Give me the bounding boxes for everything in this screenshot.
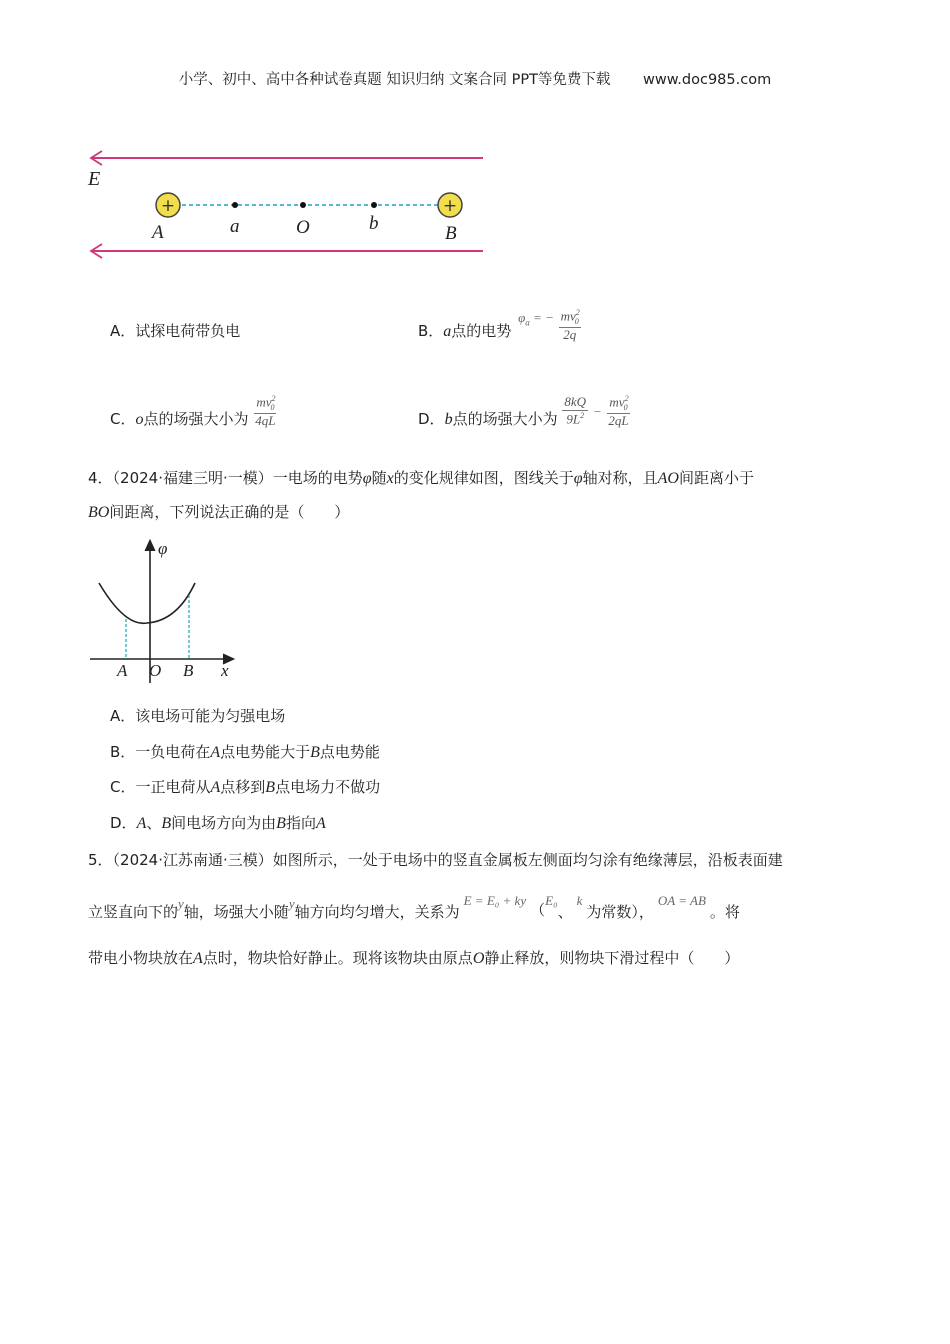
- point-a: [232, 202, 238, 208]
- label-a: a: [230, 216, 240, 237]
- option-letter: A．: [110, 322, 136, 340]
- header-text: 小学、初中、高中各种试卷真题 知识归纳 文案合同 PPT等免费下载: [178, 72, 611, 88]
- q4-stem: 4．（2024·福建三明·一模）一电场的电势φ随x的变化规律如图，图线关于φ轴对称，且AO间距离小于 BO间距离，下列说法正确的是（ ）: [88, 469, 754, 521]
- potential-graph: [85, 535, 245, 685]
- label-b: b: [369, 213, 379, 234]
- q3-option-B[interactable]: [418, 296, 581, 349]
- graph-label-O: O: [149, 661, 162, 680]
- point-O: [300, 202, 306, 208]
- q4-option-C[interactable]: C．一正电荷从A点移到B点电场力不做功: [110, 778, 381, 796]
- graph-label-x: x: [221, 661, 229, 680]
- graph-label-phi: φ: [158, 539, 168, 558]
- option-text: 试探电荷带负电: [135, 322, 241, 340]
- q4-option-B[interactable]: B．一负电荷在A点电势能大于B点电势能: [110, 743, 380, 761]
- q4-option-D[interactable]: D．A、B间电场方向为由B指向A: [110, 814, 326, 832]
- option-text: 点的电势: [451, 322, 512, 340]
- plus-sign-A: +: [160, 196, 176, 216]
- minus-sign: −: [592, 404, 602, 419]
- option-var: o: [135, 411, 144, 428]
- q3-option-D[interactable]: [418, 380, 631, 437]
- q4-option-A[interactable]: A．该电场可能为匀强电场: [110, 707, 286, 725]
- q5-stem: 5．（2024·江苏南通·三模）如图所示，一处于电场中的竖直金属板左侧面均匀涂有绝缘薄层，沿板表面建 立竖直向下的y轴，场强大小随y轴方向均匀增大，关系为E = E₀ + ky（E₀、k为常数），OA = AB。将 带电小物块放在A点时，物块恰好静止。现将该物块由原点O静止释放，则物块下滑过程中（ ）: [88, 851, 783, 967]
- phi-expr: $\varphi_a$ = −: [518, 310, 554, 328]
- header-site-link[interactable]: www.doc985.com: [643, 72, 772, 88]
- fraction-1: $\frac{8kQ}{9L^2}$: [564, 394, 587, 427]
- fraction-2: $\frac{mv^2_0}{2qL}$: [608, 394, 629, 428]
- label-B: B: [445, 223, 457, 244]
- point-b: [371, 202, 377, 208]
- option-var: a: [443, 323, 452, 340]
- option-letter: B．: [418, 322, 444, 340]
- fraction: $\frac{mv^2_0}{4qL}$: [255, 394, 276, 428]
- option-letter: C．: [110, 410, 136, 428]
- potential-curve: [99, 583, 195, 623]
- q3-option-C[interactable]: [110, 380, 278, 437]
- plus-sign-B: +: [442, 196, 458, 216]
- electric-field-figure: [80, 140, 500, 270]
- graph-label-A: A: [117, 661, 128, 680]
- option-var: b: [444, 411, 453, 428]
- q3-option-A[interactable]: [110, 320, 240, 341]
- option-text: 点的场强大小为: [143, 410, 249, 428]
- graph-label-B: B: [183, 661, 194, 680]
- label-E: E: [88, 168, 101, 190]
- phi-axis-arrow: [145, 540, 155, 551]
- page-header: [0, 68, 950, 89]
- option-letter: D．: [418, 410, 445, 428]
- label-O: O: [296, 217, 310, 238]
- fraction: $\frac{mv^2_0}{2q}$: [560, 308, 580, 342]
- label-A: A: [152, 222, 164, 243]
- option-text: 点的场强大小为: [452, 410, 558, 428]
